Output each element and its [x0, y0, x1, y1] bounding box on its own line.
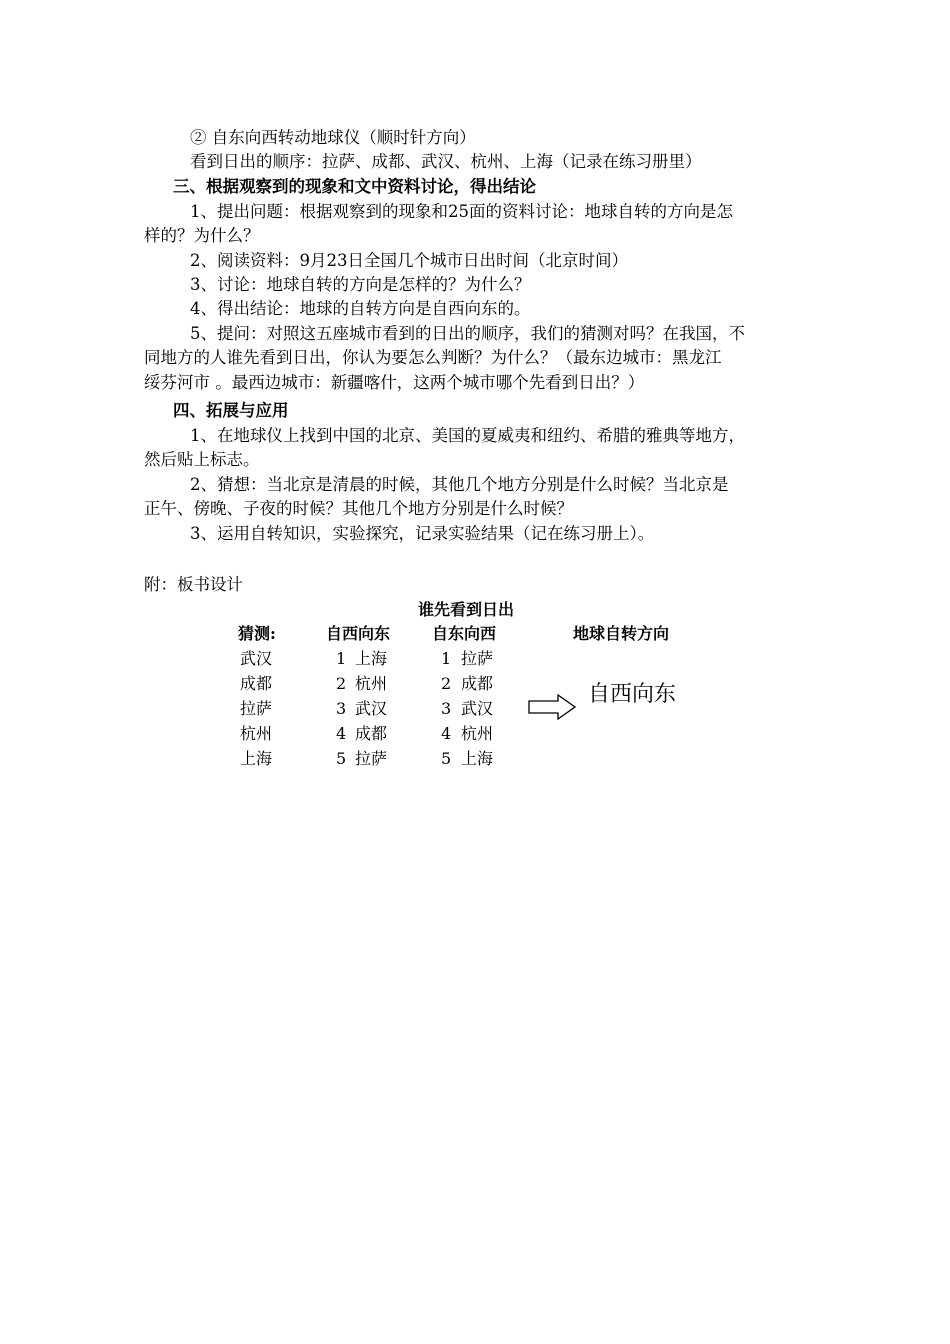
paragraph-line: 正午、傍晚、子夜的时候？其他几个地方分别是什么时候？ — [144, 499, 573, 518]
paragraph-line: 2、猜想：当北京是清晨的时候，其他几个地方分别是什么时候？当北京是 — [190, 475, 729, 494]
guess-city: 上海 — [240, 749, 273, 768]
paragraph-line: 4、得出结论：地球的自转方向是自西向东的。 — [190, 299, 531, 318]
guess-city: 成都 — [240, 674, 273, 693]
west-east-rank: 2 — [336, 674, 347, 693]
paragraph-line: 1、在地球仪上找到中国的北京、美国的夏威夷和纽约、希腊的雅典等地方， — [190, 426, 745, 445]
header-guess: 猜测: — [238, 624, 276, 643]
west-east-city: 拉萨 — [355, 749, 388, 768]
paragraph-line: 3、讨论：地球自转的方向是怎样的？为什么？ — [190, 275, 531, 294]
paragraph-line: 2、阅读资料：9月23日全国几个城市日出时间（北京时间） — [190, 251, 628, 270]
conclusion-text: 自西向东 — [588, 682, 677, 707]
step-rotate-east-west: ② 自东向西转动地球仪（顺时针方向） — [190, 128, 476, 147]
west-east-rank: 1 — [336, 649, 347, 668]
paragraph-line: 样的？为什么？ — [144, 226, 260, 245]
header-west-to-east: 自西向东 — [326, 624, 391, 643]
east-west-rank: 5 — [441, 749, 452, 768]
header-rotation-direction: 地球自转方向 — [573, 624, 670, 643]
east-west-city: 成都 — [461, 674, 494, 693]
paragraph-line: 同地方的人谁先看到日出，你认为要怎么判断？为什么？（最东边城市：黑龙江 — [144, 348, 722, 367]
sunrise-order-line: 看到日出的顺序：拉萨、成都、武汉、杭州、上海（记录在练习册里） — [190, 152, 702, 171]
board-title: 谁先看到日出 — [418, 600, 515, 619]
guess-city: 拉萨 — [240, 699, 273, 718]
section-four-heading: 四、拓展与应用 — [173, 401, 289, 420]
paragraph-line: 绥芬河市 。最西边城市：新疆喀什，这两个城市哪个先看到日出？） — [144, 373, 645, 392]
east-west-city: 拉萨 — [461, 649, 494, 668]
paragraph-line: 然后贴上标志。 — [144, 450, 260, 469]
east-west-rank: 1 — [441, 649, 452, 668]
paragraph-line: 5、提问：对照这五座城市看到的日出的顺序，我们的猜测对吗？在我国，不 — [190, 324, 745, 343]
west-east-rank: 3 — [336, 699, 347, 718]
east-west-rank: 3 — [441, 699, 452, 718]
west-east-city: 成都 — [355, 724, 388, 743]
east-west-city: 杭州 — [461, 724, 494, 743]
paragraph-line: 1、提出问题：根据观察到的现象和25面的资料讨论：地球自转的方向是怎 — [190, 202, 733, 221]
guess-city: 武汉 — [240, 649, 273, 668]
west-east-city: 杭州 — [355, 674, 388, 693]
right-arrow-icon — [528, 694, 576, 720]
east-west-city: 上海 — [461, 749, 494, 768]
header-east-to-west: 自东向西 — [432, 624, 497, 643]
west-east-city: 上海 — [355, 649, 388, 668]
section-three-heading: 三、根据观察到的现象和文中资料讨论，得出结论 — [173, 177, 536, 196]
board-design-heading: 附：板书设计 — [144, 575, 243, 594]
east-west-rank: 4 — [441, 724, 452, 743]
west-east-rank: 5 — [336, 749, 347, 768]
east-west-rank: 2 — [441, 674, 452, 693]
west-east-city: 武汉 — [355, 699, 388, 718]
west-east-rank: 4 — [336, 724, 347, 743]
east-west-city: 武汉 — [461, 699, 494, 718]
guess-city: 杭州 — [240, 724, 273, 743]
paragraph-line: 3、运用自转知识，实验探究，记录实验结果（记在练习册上）。 — [190, 524, 655, 543]
